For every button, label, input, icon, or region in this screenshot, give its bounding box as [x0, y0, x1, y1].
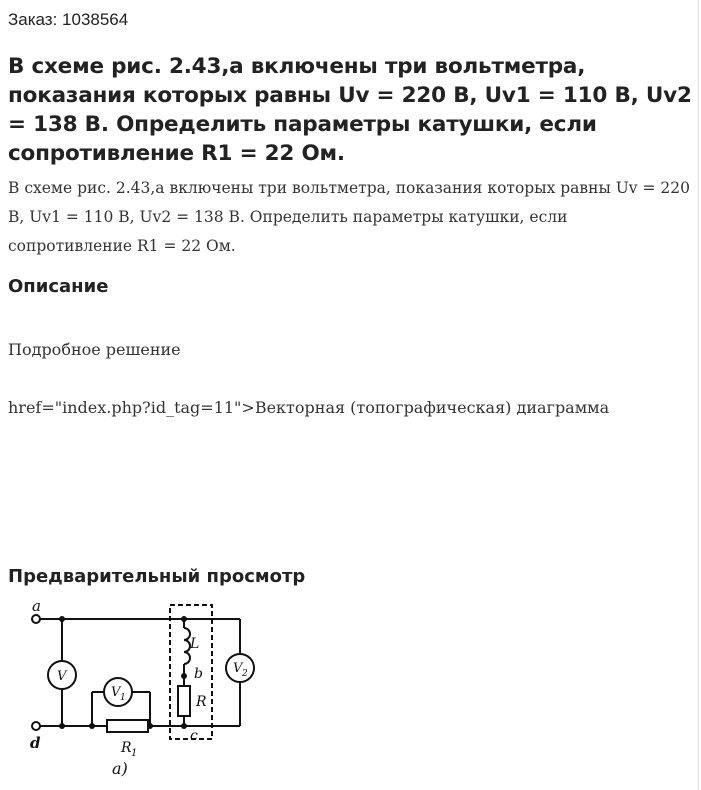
- label-node-c: c: [190, 728, 198, 744]
- junction-dot-b: [181, 673, 187, 679]
- label-voltmeter-v1-sub: 1: [120, 693, 126, 703]
- label-voltmeter-v: V: [57, 669, 67, 684]
- junction-dot: [89, 723, 95, 729]
- junction-dot: [181, 616, 187, 622]
- junction-dot: [147, 723, 153, 729]
- label-resistor-r1-sub: 1: [131, 748, 138, 759]
- junction-dot: [59, 616, 65, 622]
- preview-heading: Предварительный просмотр: [8, 566, 306, 587]
- label-node-b: b: [194, 666, 203, 682]
- description-line-solution: Подробное решение: [8, 340, 181, 359]
- label-inductor: L: [190, 636, 200, 652]
- terminal-a: [32, 615, 40, 623]
- task-text: В схеме рис. 2.43,а включены три вольтметра, показания которых равны Uv = 220 В, Uv1 = 110 В, Uv2 = 138 В. Определить параметры катушки, если сопротивление R1 = 22 Ом.: [8, 179, 690, 255]
- label-figure-caption: а): [112, 759, 128, 778]
- description-line-diagram-link: href="index.php?id_tag=11">Векторная (топографическая) диаграмма: [8, 398, 610, 417]
- coil-enclosure: [170, 605, 212, 739]
- label-node-d: d: [30, 734, 41, 752]
- terminal-d: [32, 722, 40, 730]
- label-voltmeter-v2-sub: 2: [242, 669, 248, 679]
- label-voltmeter-v2: V: [233, 661, 243, 676]
- label-resistor-r: R: [196, 694, 207, 710]
- junction-dot: [59, 723, 65, 729]
- description-heading: Описание: [8, 276, 109, 297]
- resistor-r1: [107, 720, 148, 732]
- resistor-r: [178, 686, 190, 716]
- page-title: В схеме рис. 2.43,а включены три вольтметра, показания которых равны Uv = 220 В, Uv1 = 110 В, Uv2 = 138 В. Определить параметры катушки, если сопротивление R1 = 22 Ом.: [8, 54, 692, 166]
- circuit-diagram: [24, 596, 274, 786]
- label-resistor-r1: R: [121, 740, 132, 756]
- junction-dot: [181, 723, 187, 729]
- order-number: Заказ: 1038564: [8, 10, 129, 29]
- label-node-a: a: [32, 597, 41, 615]
- label-voltmeter-v1: V: [111, 685, 121, 700]
